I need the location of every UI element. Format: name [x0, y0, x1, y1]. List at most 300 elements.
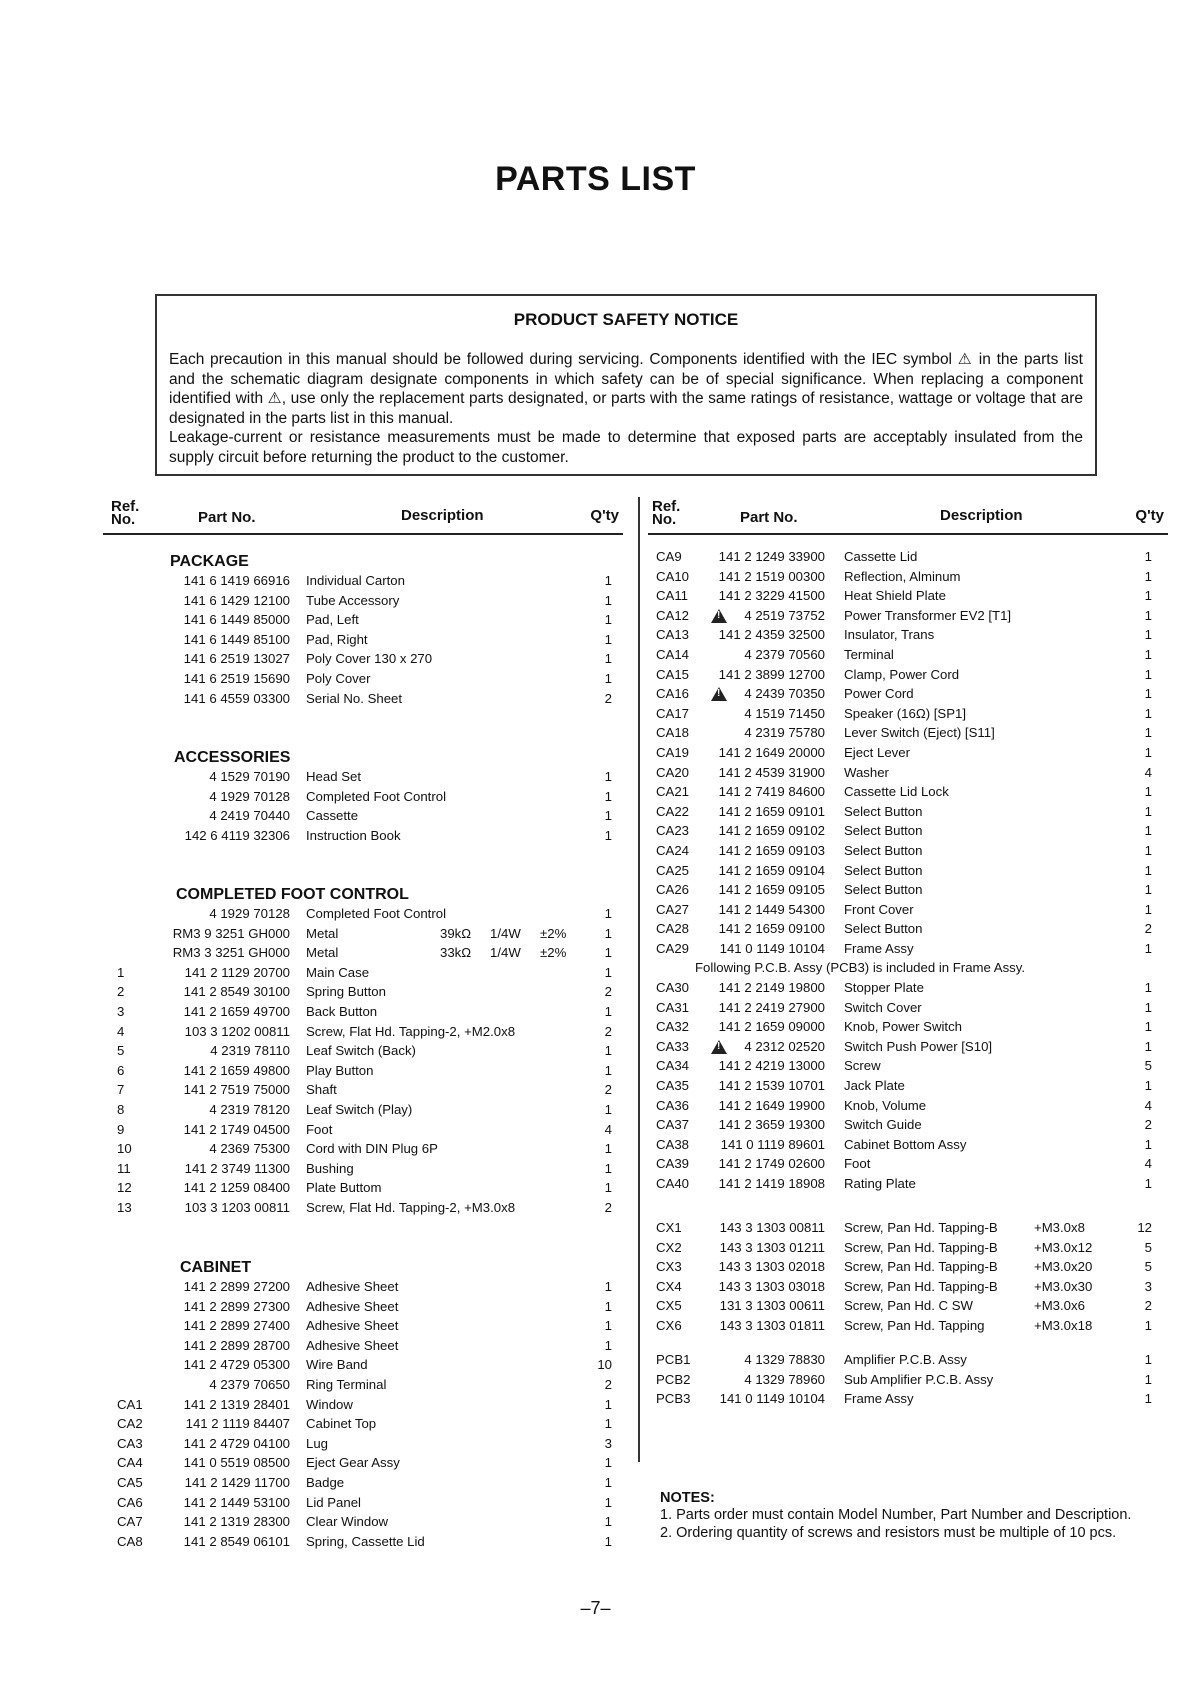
description: Shaft — [306, 1082, 337, 1098]
part-no: 141 2 1659 49800 — [183, 1062, 290, 1078]
parts-row — [0, 843, 1191, 863]
part-no: 141 2 2419 27900 — [718, 999, 825, 1015]
parts-row — [0, 765, 1191, 785]
description: Back Button — [306, 1004, 378, 1019]
ref-no: CA9 — [656, 549, 682, 564]
part-no: 4 2312 02520 — [744, 1038, 825, 1054]
ref-no: CA22 — [656, 803, 689, 819]
quantity: 12 — [1137, 1220, 1152, 1235]
resistor-value: 39kΩ — [440, 925, 472, 941]
parts-row — [0, 667, 1191, 687]
parts-row — [0, 1279, 1191, 1299]
description: Spring, Cassette Lid — [306, 1533, 425, 1549]
ref-no: 12 — [117, 1180, 132, 1196]
quantity: 1 — [604, 1396, 612, 1412]
quantity: 1 — [1144, 745, 1152, 760]
ref-no: CA15 — [656, 666, 689, 682]
ref-no: CA12 — [656, 607, 689, 623]
parts-row — [0, 1058, 1191, 1078]
section-title: ACCESSORIES — [174, 749, 291, 766]
frame-assy-note: Following P.C.B. Assy (PCB3) is included in Frame Assy. — [695, 960, 1026, 975]
quantity: 4 — [604, 1121, 612, 1137]
description: Foot — [844, 1156, 871, 1172]
ref-no: CA34 — [656, 1058, 689, 1074]
description: Power Transformer EV2 [T1] — [844, 607, 1012, 623]
parts-row — [0, 745, 1191, 765]
part-no: 141 6 1429 12100 — [183, 592, 290, 608]
part-no: 4 2319 78120 — [209, 1102, 290, 1117]
parts-row — [0, 1372, 1191, 1392]
ref-no: 1 — [117, 964, 125, 980]
safety-notice-paragraph-2: Leakage-current or resistance measurements must be made to determine that exposed parts are acceptably insulated from the supply circuit before returning the product to the customer. — [169, 429, 1083, 466]
triangle-shape — [711, 687, 727, 701]
part-no: 141 2 8549 30100 — [183, 984, 290, 1000]
part-no: 141 2 1319 28300 — [183, 1514, 290, 1530]
ref-header: Ref. No. — [111, 498, 140, 528]
description: Cord with DIN Plug 6P — [306, 1141, 438, 1157]
description: Wire Band — [306, 1357, 368, 1373]
part-no: 4 2419 70440 — [209, 808, 290, 824]
parts-row — [0, 1391, 1191, 1411]
notes-title: NOTES: — [660, 1490, 715, 1506]
parts-row — [0, 882, 1191, 902]
parts-row — [0, 804, 1191, 824]
quantity: 1 — [1144, 843, 1152, 858]
quantity: 10 — [597, 1357, 612, 1373]
ref-no: CA3 — [117, 1435, 143, 1451]
part-no: 141 2 4729 04100 — [183, 1435, 290, 1451]
description: Switch Push Power [S10] — [844, 1038, 993, 1054]
quantity: 1 — [1144, 647, 1152, 662]
part-no: 143 3 1303 00811 — [719, 1220, 825, 1235]
page-title: PARTS LIST — [495, 160, 696, 198]
part-no: 141 2 2149 19800 — [718, 980, 825, 995]
quantity: 1 — [604, 945, 612, 961]
description: Spring Button — [306, 984, 386, 1000]
ref-no: CA28 — [656, 921, 689, 937]
quantity: 1 — [604, 573, 612, 588]
quantity: 2 — [1144, 1117, 1152, 1133]
part-no: 4 1329 78830 — [744, 1352, 825, 1367]
ref-no: CA7 — [117, 1514, 143, 1530]
ref-no: CA23 — [656, 823, 689, 839]
quantity: 2 — [604, 690, 612, 706]
ref-no: 5 — [117, 1043, 125, 1059]
description: Stopper Plate — [844, 980, 924, 995]
description: Washer — [844, 764, 889, 780]
quantity: 1 — [1144, 705, 1152, 721]
description: Adhesive Sheet — [306, 1318, 399, 1334]
part-no: 141 2 7419 84600 — [718, 784, 825, 800]
screw-size: +M3.0x30 — [1034, 1278, 1093, 1294]
parts-row — [0, 1259, 1191, 1279]
part-no: RM3 9 3251 GH000 — [172, 925, 290, 941]
left-column — [103, 497, 623, 535]
ref-no: CX4 — [656, 1278, 682, 1294]
quantity: 5 — [1144, 1058, 1152, 1074]
parts-row — [0, 1039, 1191, 1059]
quantity: 1 — [604, 1043, 612, 1059]
part-no: 131 3 1303 00611 — [719, 1298, 825, 1314]
part-no: 141 2 1249 33900 — [718, 549, 825, 564]
ref-no: CA19 — [656, 745, 689, 760]
quantity: 1 — [1144, 1318, 1152, 1333]
quantity: 1 — [1144, 1391, 1152, 1407]
part-no: 141 2 1449 53100 — [183, 1494, 290, 1510]
ref-no: CA20 — [656, 764, 689, 780]
description: Front Cover — [844, 901, 914, 917]
part-no: 141 2 1659 09102 — [718, 823, 825, 839]
description: Screw, Pan Hd. Tapping — [844, 1318, 985, 1333]
quantity: 1 — [604, 964, 612, 980]
part-no-header: Part No. — [740, 509, 798, 526]
description: Cassette — [306, 808, 359, 824]
ref-no: CA36 — [656, 1097, 689, 1113]
description: Lid Panel — [306, 1494, 361, 1510]
part-no: RM3 3 3251 GH000 — [172, 945, 290, 961]
section-title: COMPLETED FOOT CONTROL — [176, 886, 409, 903]
safety-notice-heading: PRODUCT SAFETY NOTICE — [513, 310, 739, 329]
part-no: 141 2 1659 09100 — [718, 921, 825, 937]
ref-no: PCB2 — [656, 1371, 691, 1387]
quantity: 1 — [604, 1337, 612, 1353]
part-no: 4 2319 75780 — [744, 725, 825, 741]
part-no: 141 2 1449 54300 — [718, 901, 825, 917]
part-no: 143 3 1303 01211 — [719, 1239, 825, 1255]
part-no: 141 2 4359 32500 — [718, 627, 825, 643]
parts-row — [0, 1318, 1191, 1338]
screw-size: +M3.0x12 — [1034, 1239, 1093, 1255]
ref-no: CX5 — [656, 1298, 682, 1314]
part-no: 103 3 1202 00811 — [184, 1023, 290, 1039]
part-no: 141 0 1119 89601 — [720, 1136, 825, 1152]
description: Rating Plate — [844, 1176, 916, 1191]
description: Select Button — [844, 823, 923, 839]
quantity: 2 — [604, 1023, 612, 1039]
quantity: 2 — [1144, 921, 1152, 937]
safety-notice-paragraph-1: Each precaution in this manual should be followed during servicing. Components identified with the IEC symbol ⚠ in the parts list and the schematic diagram designate components in which safety can be of special significance. When replacing a component identified with ⚠, use only the replacement parts designated, or parts with the same ratings of resistance, wattage or voltage that are designated in the parts list in this manual. — [169, 351, 1083, 427]
quantity: 1 — [604, 1475, 612, 1490]
ref-no: CA2 — [117, 1416, 143, 1432]
description: Power Cord — [844, 686, 914, 702]
quantity: 1 — [604, 1298, 612, 1314]
description: Head Set — [306, 769, 361, 784]
quantity: 1 — [1144, 901, 1152, 917]
ref-no: CA16 — [656, 686, 689, 702]
parts-row — [0, 941, 1191, 961]
parts-row — [0, 1117, 1191, 1137]
part-no: 4 1929 70128 — [209, 788, 290, 804]
quantity: 1 — [604, 651, 612, 667]
quantity: 1 — [604, 1160, 612, 1176]
quantity: 1 — [604, 631, 612, 647]
part-no: 4 2519 73752 — [744, 607, 825, 623]
quantity: 1 — [1144, 1136, 1152, 1152]
description: Cassette Lid — [844, 549, 918, 564]
ref-no: CA8 — [117, 1533, 143, 1549]
description: Metal — [306, 925, 339, 941]
part-no: 141 2 1649 19900 — [718, 1097, 825, 1113]
description: Screw, Pan Hd. Tapping-B — [844, 1239, 998, 1255]
part-no: 141 2 7519 75000 — [183, 1082, 290, 1098]
quantity: 2 — [604, 1082, 612, 1098]
section-title: PACKAGE — [170, 553, 249, 570]
description: Instruction Book — [306, 827, 401, 843]
screw-size: +M3.0x8 — [1034, 1220, 1085, 1235]
ref-no: 11 — [117, 1160, 131, 1176]
parts-row — [0, 823, 1191, 843]
quantity: 1 — [1144, 607, 1152, 623]
part-no: 141 6 2519 15690 — [183, 671, 290, 686]
parts-row — [0, 1137, 1191, 1157]
triangle-shape — [711, 1040, 727, 1054]
ref-no: CA21 — [656, 784, 689, 800]
part-no: 141 0 1149 10104 — [719, 1391, 825, 1407]
ref-no: PCB1 — [656, 1352, 691, 1367]
screw-size: +M3.0x20 — [1034, 1259, 1093, 1275]
description: Poly Cover 130 x 270 — [306, 651, 433, 667]
note-1: 1. Parts order must contain Model Number, Part Number and Description. — [660, 1507, 1132, 1523]
parts-row — [0, 686, 1191, 706]
parts-row — [0, 863, 1191, 883]
quantity: 1 — [1144, 568, 1152, 584]
quantity: 1 — [604, 1514, 612, 1530]
part-no: 141 2 3749 11300 — [184, 1160, 290, 1176]
quantity: 3 — [1144, 1278, 1152, 1294]
quantity: 2 — [604, 984, 612, 1000]
part-no: 141 2 1119 84407 — [185, 1416, 290, 1432]
description: Cabinet Bottom Assy — [844, 1136, 967, 1152]
part-no: 141 2 1659 09104 — [718, 862, 825, 878]
quantity: 1 — [1144, 686, 1152, 702]
parts-row — [0, 549, 1191, 569]
quantity: 1 — [1144, 1078, 1152, 1093]
ref-no: CA26 — [656, 882, 689, 898]
quantity: 1 — [604, 788, 612, 804]
parts-row — [0, 608, 1191, 628]
ref-no: CA31 — [656, 999, 689, 1015]
description: Adhesive Sheet — [306, 1337, 399, 1353]
part-no: 141 2 2899 27400 — [183, 1318, 290, 1334]
part-no: 103 3 1203 00811 — [184, 1200, 290, 1215]
description: Sub Amplifier P.C.B. Assy — [844, 1371, 994, 1387]
ref-no: CA37 — [656, 1117, 689, 1133]
part-no: 141 2 2899 27200 — [183, 1279, 290, 1294]
description: Jack Plate — [844, 1078, 905, 1093]
description: Pad, Right — [306, 631, 368, 647]
part-no: 4 1329 78960 — [744, 1371, 825, 1387]
parts-row — [0, 1240, 1191, 1260]
description: Tube Accessory — [306, 592, 400, 608]
description: Cabinet Top — [306, 1416, 377, 1432]
left-header-row — [103, 497, 623, 535]
description: Screw, Pan Hd. Tapping-B — [844, 1278, 998, 1294]
quantity: 1 — [604, 592, 612, 608]
description: Speaker (16Ω) [SP1] — [844, 705, 967, 721]
quantity: 1 — [1144, 588, 1152, 604]
right-header-row — [648, 497, 1168, 535]
ref-no: CA40 — [656, 1176, 689, 1191]
description: Heat Shield Plate — [844, 588, 946, 604]
description: Completed Foot Control — [306, 906, 447, 921]
parts-row — [0, 706, 1191, 726]
description: Knob, Power Switch — [844, 1019, 963, 1035]
ref-no: CA30 — [656, 980, 689, 995]
part-no: 141 2 3899 12700 — [718, 666, 825, 682]
description: Select Button — [844, 862, 923, 878]
description: Adhesive Sheet — [306, 1298, 399, 1314]
safety-notice-box — [155, 294, 1097, 476]
part-no: 141 2 1539 10701 — [718, 1078, 825, 1093]
parts-row — [0, 1352, 1191, 1372]
ref-no: CA29 — [656, 941, 689, 956]
description: Completed Foot Control — [306, 788, 447, 804]
part-no: 141 2 1419 18908 — [718, 1176, 825, 1191]
part-no: 141 2 1659 09101 — [718, 803, 825, 819]
quantity: 1 — [604, 1062, 612, 1078]
quantity: 1 — [1144, 803, 1152, 819]
description: Screw — [844, 1058, 881, 1074]
ref-no: CA33 — [656, 1038, 689, 1054]
quantity: 1 — [1144, 862, 1152, 878]
parts-row — [0, 725, 1191, 745]
parts-row — [0, 588, 1191, 608]
part-no: 141 6 1419 66916 — [183, 573, 290, 588]
screw-size: +M3.0x6 — [1034, 1298, 1085, 1314]
quantity: 1 — [604, 1279, 612, 1294]
part-no: 141 2 1519 00300 — [718, 568, 825, 584]
description: Clamp, Power Cord — [844, 666, 960, 682]
quantity: 1 — [1144, 627, 1152, 643]
part-no: 4 1529 70190 — [209, 769, 290, 784]
quantity: 1 — [1144, 1176, 1152, 1191]
ref-no: CX1 — [656, 1220, 682, 1235]
description: Amplifier P.C.B. Assy — [844, 1352, 967, 1367]
quantity: 1 — [604, 1004, 612, 1019]
description: Adhesive Sheet — [306, 1279, 399, 1294]
part-no: 141 2 4539 31900 — [718, 764, 825, 780]
quantity: 1 — [1144, 725, 1152, 741]
ref-no: 8 — [117, 1102, 125, 1117]
ref-no: CX3 — [656, 1259, 682, 1275]
description: Plate Buttom — [306, 1180, 382, 1196]
ref-no: 2 — [117, 984, 125, 1000]
notes-block — [660, 1490, 1160, 1542]
description: Switch Cover — [844, 999, 922, 1015]
ref-no: 7 — [117, 1082, 125, 1098]
resistor-value: 33kΩ — [440, 945, 472, 961]
quantity: 1 — [604, 1180, 612, 1196]
qty-header: Q'ty — [590, 507, 619, 524]
quantity: 1 — [604, 612, 612, 628]
ref-no: CA5 — [117, 1475, 143, 1490]
quantity: 4 — [1144, 1097, 1152, 1113]
description: Ring Terminal — [306, 1377, 387, 1392]
description: Reflection, Alminum — [844, 568, 961, 584]
part-no: 141 2 4219 13000 — [718, 1058, 825, 1074]
part-no: 141 6 2519 13027 — [183, 651, 290, 667]
part-no: 141 2 1749 02600 — [718, 1156, 825, 1172]
part-no: 4 2369 75300 — [209, 1141, 290, 1157]
description: Badge — [306, 1475, 345, 1490]
screw-size: +M3.0x18 — [1034, 1318, 1093, 1333]
part-no: 141 2 1319 28401 — [183, 1396, 290, 1412]
description: Serial No. Sheet — [306, 690, 403, 706]
parts-row — [0, 784, 1191, 804]
description: Select Button — [844, 882, 923, 898]
parts-row — [0, 627, 1191, 647]
ref-no: CA38 — [656, 1136, 689, 1152]
part-no: 141 2 1749 04500 — [183, 1121, 290, 1137]
ref-no: CA13 — [656, 627, 689, 643]
part-no: 141 2 8549 06101 — [183, 1533, 290, 1549]
ref-no: CA32 — [656, 1019, 689, 1035]
part-no: 141 2 4729 05300 — [183, 1357, 290, 1373]
description-header: Description — [940, 507, 1023, 524]
description: Switch Guide — [844, 1117, 922, 1133]
part-no: 4 1519 71450 — [744, 705, 825, 721]
qty-header: Q'ty — [1135, 507, 1164, 524]
ref-no: CA6 — [117, 1494, 143, 1510]
part-no: 141 0 1149 10104 — [719, 941, 825, 956]
parts-row — [0, 1200, 1191, 1220]
ref-no: 10 — [117, 1141, 132, 1157]
parts-row — [0, 1019, 1191, 1039]
description: Terminal — [844, 647, 894, 662]
quantity: 4 — [1144, 764, 1152, 780]
quantity: 1 — [1144, 980, 1152, 995]
part-no: 141 2 2899 28700 — [183, 1337, 290, 1353]
description: Lug — [306, 1435, 329, 1451]
part-no: 4 2379 70650 — [209, 1377, 290, 1392]
ref-no: CA27 — [656, 901, 689, 917]
parts-row — [0, 1078, 1191, 1098]
resistor-wattage: 1/4W — [490, 925, 521, 941]
parts-row — [0, 1220, 1191, 1240]
resistor-wattage: 1/4W — [490, 945, 521, 961]
part-no: 141 6 1449 85000 — [183, 612, 290, 628]
description: Metal — [306, 945, 339, 961]
quantity: 1 — [1144, 1038, 1152, 1054]
part-no: 141 2 1649 20000 — [718, 745, 825, 760]
description: Insulator, Trans — [844, 627, 935, 643]
resistor-tolerance: ±2% — [540, 925, 567, 941]
ref-no: CA24 — [656, 843, 689, 858]
ref-no: CA14 — [656, 647, 689, 662]
ref-no: CX2 — [656, 1239, 682, 1255]
parts-row — [0, 1176, 1191, 1196]
part-no: 4 2439 70350 — [744, 686, 825, 702]
ref-no: PCB3 — [656, 1391, 691, 1407]
parts-row — [0, 1156, 1191, 1176]
description: Eject Gear Assy — [306, 1455, 400, 1471]
part-no: 143 3 1303 01811 — [719, 1318, 825, 1333]
quantity: 1 — [604, 1416, 612, 1432]
description: Frame Assy — [844, 1391, 914, 1407]
ref-no: CA35 — [656, 1078, 689, 1093]
part-no: 141 2 1659 49700 — [183, 1004, 290, 1019]
part-no: 141 2 1659 09000 — [718, 1019, 825, 1035]
ref-no: 3 — [117, 1004, 125, 1019]
parts-row — [0, 902, 1191, 922]
ref-no: 13 — [117, 1200, 132, 1215]
ref-no: CA18 — [656, 725, 689, 741]
part-no: 142 6 4119 32306 — [184, 827, 290, 843]
parts-row — [0, 1000, 1191, 1020]
quantity: 1 — [604, 906, 612, 921]
ref-no: CA1 — [117, 1396, 143, 1412]
right-column — [648, 497, 1168, 535]
